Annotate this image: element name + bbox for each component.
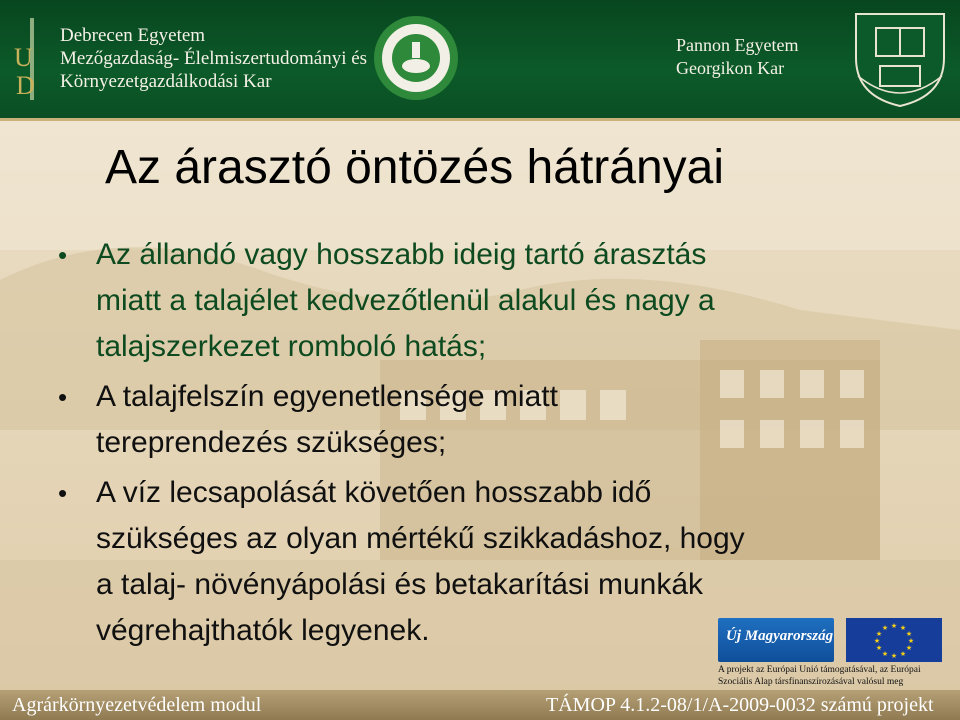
svg-text:★: ★ bbox=[881, 624, 889, 632]
svg-text:★: ★ bbox=[881, 650, 889, 658]
footer-band bbox=[0, 690, 960, 720]
eu-funding-box bbox=[714, 614, 948, 686]
left-line-2: Mezőgazdaság- Élelmiszertudományi és bbox=[60, 48, 368, 69]
bullet-3-line-1: A víz lecsapolását követően hosszabb idő bbox=[96, 476, 652, 509]
bullet-item-1 bbox=[58, 232, 938, 370]
svg-text:★: ★ bbox=[899, 624, 907, 632]
svg-text:★: ★ bbox=[873, 637, 881, 645]
slide-title: Az árasztó öntözés hátrányai bbox=[105, 141, 725, 194]
bullet-3-line-2: szükséges az olyan mértékű szikkadáshoz, hogy bbox=[96, 522, 745, 555]
faculty-name-right bbox=[676, 34, 798, 80]
bullet-2-line-2: tereprendezés szükséges; bbox=[96, 426, 447, 459]
debrecen-seal-icon bbox=[372, 14, 460, 102]
uj-magyarorszag-label: Új Magyarország bbox=[726, 628, 834, 644]
footer-project-id: TÁMOP 4.1.2-08/1/A-2009-0032 számú projekt bbox=[546, 694, 934, 716]
bullet-list bbox=[58, 232, 938, 654]
uj-magyarorszag-logo bbox=[718, 618, 834, 662]
right-line-1: Pannon Egyetem bbox=[676, 35, 799, 55]
ud-logo-icon bbox=[8, 14, 54, 106]
svg-text:★: ★ bbox=[905, 644, 913, 652]
bullet-dot-icon: • bbox=[58, 382, 68, 412]
svg-text:★: ★ bbox=[890, 622, 898, 630]
eu-funding-note bbox=[718, 664, 948, 688]
left-line-1: Debrecen Egyetem bbox=[60, 25, 206, 46]
bullet-3-line-4: végrehajthatók legyenek. bbox=[96, 614, 430, 647]
svg-text:★: ★ bbox=[899, 650, 907, 658]
bullet-dot-icon: • bbox=[58, 240, 68, 270]
eu-flag-icon bbox=[846, 618, 942, 662]
svg-text:★: ★ bbox=[907, 637, 915, 645]
bullet-1-line-1: Az állandó vagy hosszabb ideig tartó árasztás bbox=[96, 238, 707, 271]
bullet-item-2 bbox=[58, 374, 938, 466]
faculty-name-left bbox=[60, 24, 367, 93]
svg-text:★: ★ bbox=[875, 630, 883, 638]
bullet-1-line-3: talajszerkezet romboló hatás; bbox=[96, 330, 487, 363]
svg-text:★: ★ bbox=[890, 652, 898, 660]
svg-text:★: ★ bbox=[875, 644, 883, 652]
svg-text:★: ★ bbox=[905, 630, 913, 638]
right-line-2: Georgikon Kar bbox=[676, 58, 785, 78]
left-line-3: Környezetgazdálkodási Kar bbox=[60, 71, 272, 92]
footer-module-name: Agrárkörnyezetvédelem modul bbox=[12, 694, 262, 716]
bullet-1-line-2: miatt a talajélet kedvezőtlenül alakul és nagy a bbox=[96, 284, 715, 317]
svg-text:U: U bbox=[14, 43, 33, 72]
bullet-3-line-3: a talaj- növényápolási és betakarítási munkák bbox=[96, 568, 704, 601]
university-crest-icon bbox=[846, 6, 954, 110]
header-band bbox=[0, 0, 960, 121]
eu-note-line-1: A projekt az Európai Unió támogatásával, az Európai bbox=[718, 665, 921, 675]
svg-text:D: D bbox=[16, 71, 35, 100]
eu-note-line-2: Szociális Alap társfinanszírozásával valósul meg bbox=[718, 677, 904, 687]
bullet-2-line-1: A talajfelszín egyenetlensége miatt bbox=[96, 380, 558, 413]
bullet-dot-icon: • bbox=[58, 478, 68, 508]
